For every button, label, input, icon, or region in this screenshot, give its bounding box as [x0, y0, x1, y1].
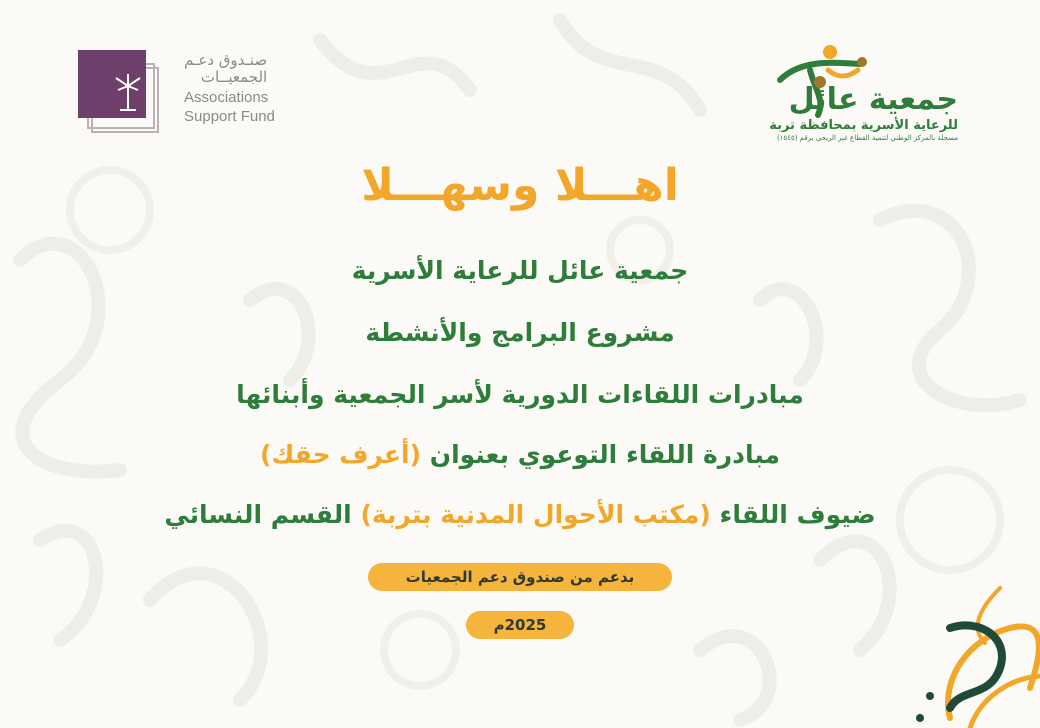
welcome-heading: اهـــلا وسهـــلا	[361, 160, 679, 211]
fund-name-ar-line1: صنـدوق دعـم	[184, 51, 268, 69]
fund-logo	[78, 50, 278, 140]
initiative-title-line	[0, 440, 1040, 469]
fund-emblem-icon	[78, 50, 160, 134]
guests-name: (مكتب الأحوال المدنية بتربة)	[360, 500, 711, 529]
association-subtitle: للرعاية الأسرية بمحافظة تربة	[769, 118, 958, 133]
initiatives-line: مبادرات اللقاءات الدورية لأسر الجمعية وأبنائها	[236, 380, 804, 409]
year-badge: 2025م	[466, 611, 574, 639]
association-logo	[770, 40, 990, 150]
project-line: مشروع البرامج والأنشطة	[365, 318, 675, 347]
fund-name-ar-line2: الجمعيــات	[200, 68, 268, 86]
association-line: جمعية عائل للرعاية الأسرية	[351, 256, 689, 285]
initiative-title: (أعرف حقك)	[259, 440, 422, 469]
guests-suffix: القسم النسائي	[164, 500, 352, 529]
fund-name-english	[184, 88, 275, 126]
association-name: جمعية عائل	[788, 82, 958, 117]
guests-line	[0, 500, 1040, 529]
initiative-prefix: مبادرة اللقاء التوعوي بعنوان	[429, 440, 781, 469]
fund-name-en-line1: Associations	[184, 89, 269, 106]
association-registration: مسجلة بالمركز الوطني لتنمية القطاع غير الربحي برقم (١٥٤٥)	[776, 134, 958, 142]
support-badge: بدعم من صندوق دعم الجمعيات	[368, 563, 672, 591]
guests-prefix: ضيوف اللقاء	[719, 500, 876, 529]
fund-name-en-line2: Support Fund	[184, 108, 275, 125]
fund-name-arabic	[184, 52, 267, 86]
corner-calligraphy-decoration	[890, 568, 1040, 728]
